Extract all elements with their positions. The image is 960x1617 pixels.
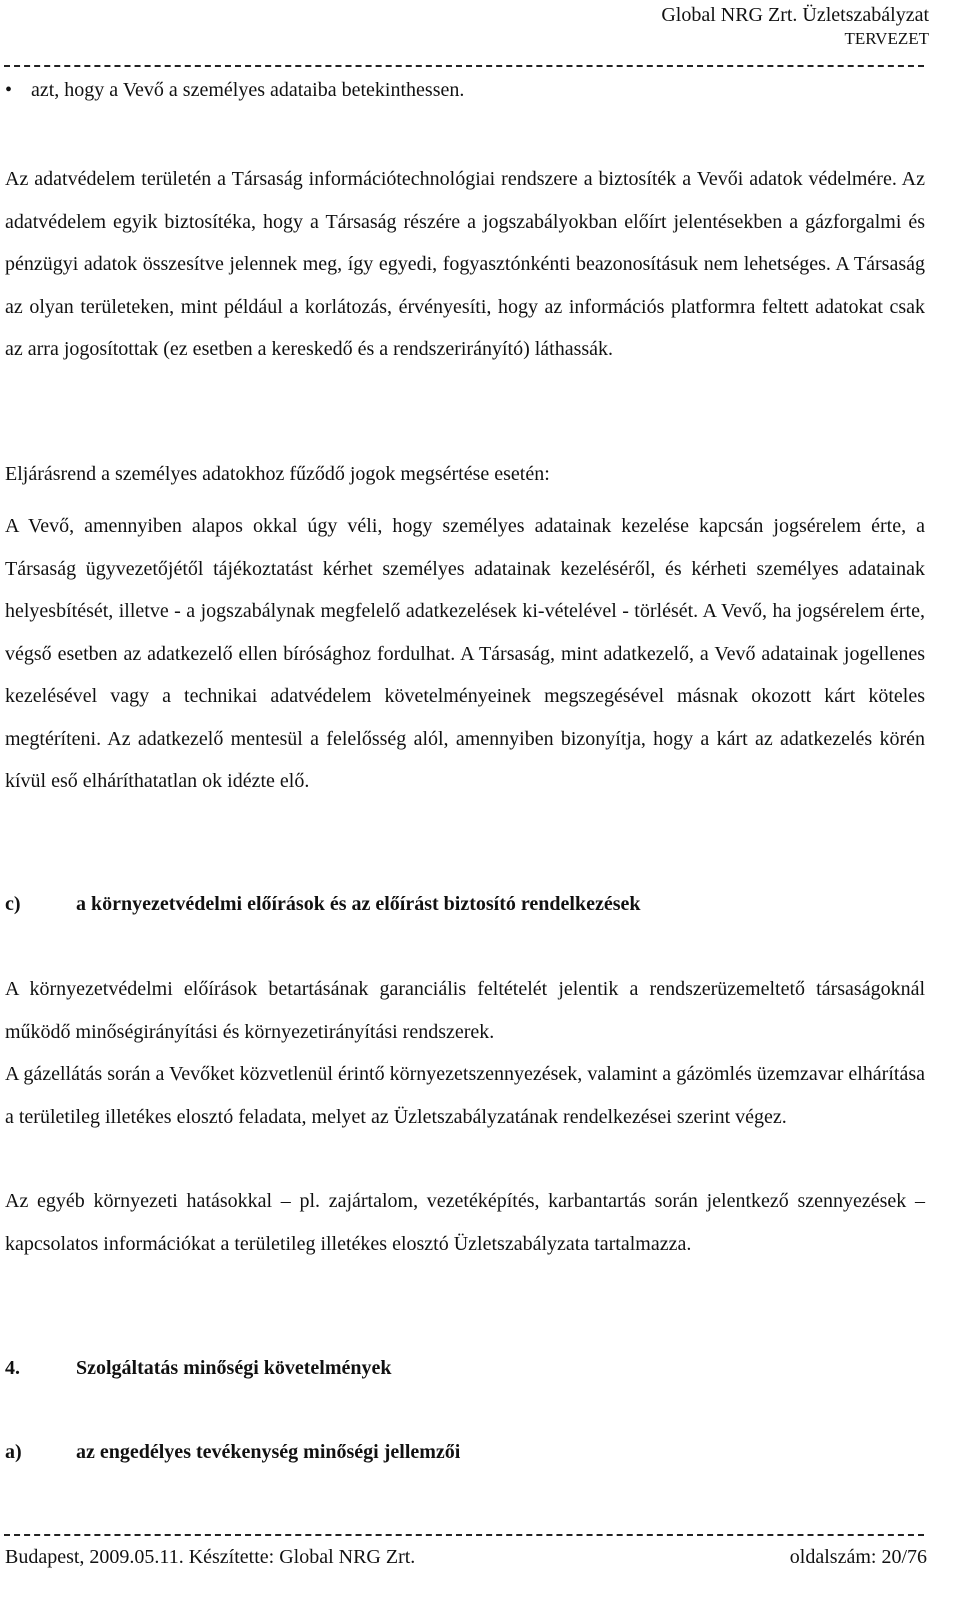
section-c-heading (5, 892, 641, 916)
procedure-title: Eljárásrend a személyes adatokhoz fűződő jogok megsértése esetén: (5, 463, 550, 485)
paragraph-env-1-block (5, 968, 925, 1053)
bullet-dot-icon: • (5, 79, 13, 101)
bullet-item (5, 78, 464, 102)
section-a-heading (5, 1440, 460, 1464)
footer-left: Budapest, 2009.05.11. Készítette: Global NRG Zrt. (5, 1546, 416, 1568)
section-4-title: Szolgáltatás minőségi követelmények (76, 1357, 392, 1379)
footer-divider (4, 1534, 924, 1536)
section-a-number: a) (5, 1441, 22, 1463)
section-c-title: a környezetvédelmi előírások és az előírást biztosító rendelkezések (76, 893, 641, 915)
paragraph-env-2: A gázellátás során a Vevőket közvetlenül érintő környezetszennyezések, valamint a gázömlés üzemzavar elhárítása a területileg illetékes elosztó feladata, melyet az Üzletszabályzatának rendelkezései szerint végez. (5, 1063, 925, 1128)
paragraph-env-1: A környezetvédelmi előírások betartásának garanciális feltételét jelentik a rendszerüzemeltető társaságoknál működő minőségirányítási és környezetirányítási rendszerek. (5, 978, 925, 1043)
section-4-number: 4. (5, 1357, 20, 1379)
paragraph-env-3: Az egyéb környezeti hatásokkal – pl. zajártalom, vezetéképítés, karbantartás során jelentkező szennyezések – kapcsolatos információkat a területileg illetékes elosztó Üzletszabályzata tartalmazza. (5, 1190, 925, 1255)
section-a-title: az engedélyes tevékenység minőségi jellemzői (76, 1441, 461, 1463)
section-4-heading (5, 1356, 392, 1380)
paragraph-procedure-block (5, 505, 925, 803)
paragraph-adatvedelem: Az adatvédelem területén a Társaság információtechnológiai rendszere a biztosíték a Vevői adatok védelmére. Az adatvédelem egyik biztosítéka, hogy a Társaság részére a jogszabályokban előírt jelentésekben a gázforgalmi és pénzügyi adatok összesítve jelennek meg, így egyedi, fogyasztónkénti beazonosításuk nem lehetséges. A Társaság az olyan területeken, mint például a korlátozás, érvényesíti, hogy az információs platformra feltett adatokat csak az arra jogosítottak (ez esetben a kereskedő és a rendszerirányító) láthassák. (5, 168, 925, 360)
header-divider (4, 65, 924, 67)
paragraph-env-3-block (5, 1180, 925, 1265)
paragraph-adatvedelem-block (5, 158, 925, 371)
section-c-number: c) (5, 893, 21, 915)
page-number: oldalszám: 20/76 (789, 1546, 927, 1568)
paragraph-env-2-block (5, 1053, 925, 1138)
bullet-text: azt, hogy a Vevő a személyes adataiba betekinthessen. (31, 79, 465, 101)
header-subtitle: TERVEZET (844, 29, 929, 48)
paragraph-procedure: A Vevő, amennyiben alapos okkal úgy véli, hogy személyes adatainak kezelése kapcsán jogsérelem érte, a Társaság ügyvezetőjétől tájékoztatást kérhet személyes adatainak kezeléséről, és kérheti személyes adatainak helyesbítését, illetve - a jogszabálynak megfelelő adatkezelések ki-vételével - törlését. A Vevő, ha jogsérelem érte, végső esetben az adatkezelő ellen bírósághoz fordulhat. A Társaság, mint adatkezelő, a Vevő adatainak jogellenes kezelésével vagy a technikai adatvédelem követelményeinek megszegésével másnak okozott kárt köteles megtéríteni. Az adatkezelő mentesül a felelősség alól, amennyiben bizonyítja, hogy a kárt az adatkezelés körén kívül eső elháríthatatlan ok idézte elő. (5, 515, 925, 792)
procedure-title-block (5, 462, 925, 486)
header-title: Global NRG Zrt. Üzletszabályzat (661, 4, 929, 26)
